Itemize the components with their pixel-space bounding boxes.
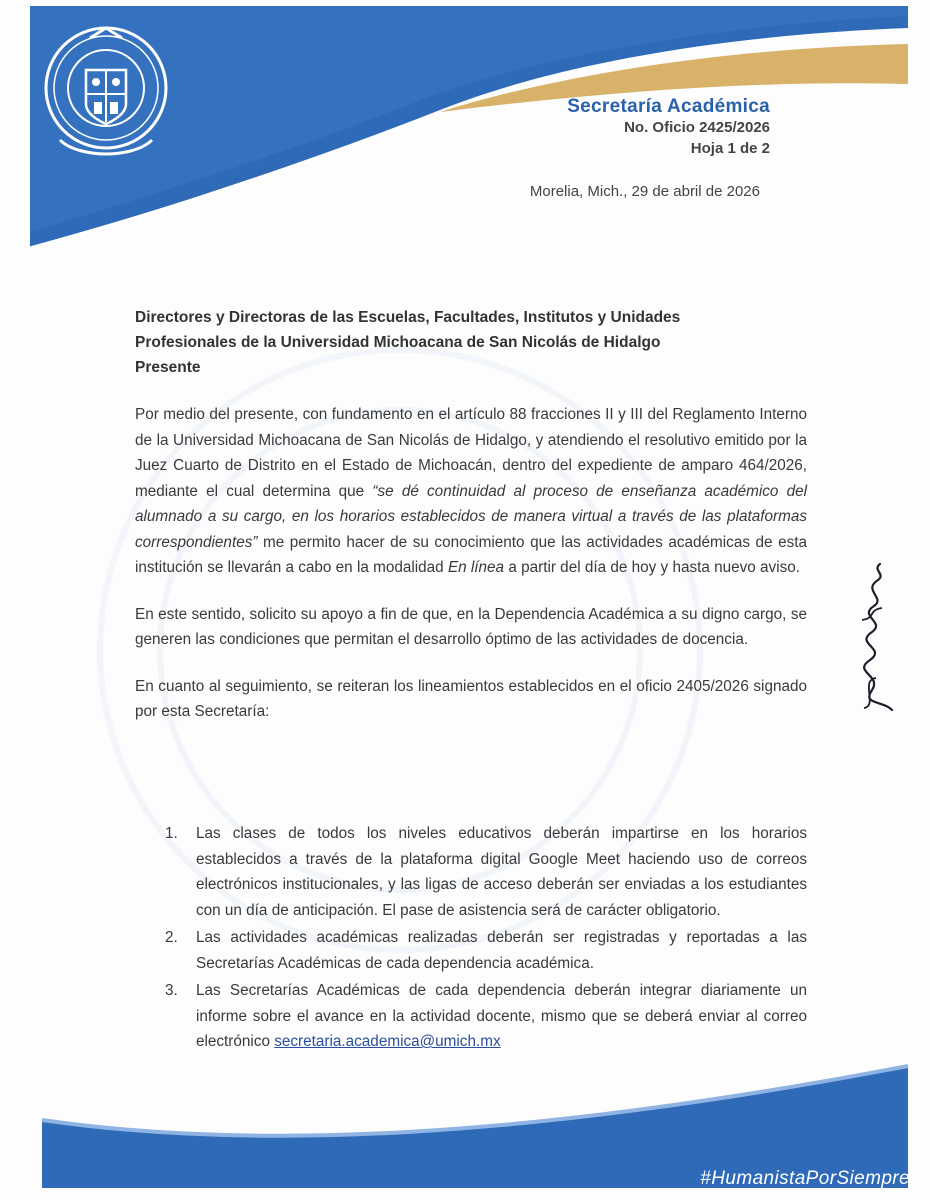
paragraph-text: me permito hacer de su conocimiento que las actividades académicas de esta institución se llevarán a cabo en la modalidad (135, 533, 807, 576)
letter-body (135, 402, 807, 746)
court-quote: “se dé continuidad al proceso de enseñanza académico del alumnado a su cargo, en los horarios establecidos de manera virtual a través de las plataformas correspondientes” (135, 482, 807, 551)
paragraph-text: a partir del día de hoy y hasta nuevo aviso. (504, 559, 800, 576)
list-number: 2. (165, 929, 178, 946)
addressee-line: Directores y Directoras de las Escuelas, Facultades, Institutos y Unidades (135, 309, 681, 326)
paragraph-2: En este sentido, solicito su apoyo a fin de que, en la Dependencia Académica a su digno cargo, se generen las condiciones que permitan el desarrollo óptimo de las actividades de docencia. (135, 605, 807, 648)
modality-term: En línea (447, 559, 505, 576)
date-line: Morelia, Mich., 29 de abril de 2026 (529, 183, 760, 200)
sheet-number: Hoja 1 de 2 (690, 140, 770, 157)
list-number: 3. (165, 982, 178, 999)
paragraph-text: Por medio del presente, con fundamento en el artículo 88 fracciones II y III del Reglamento Interno de la Universidad Michoacana de San Nicolás de Hidalgo, y atendiendo el resolutivo emitido por la Juez Cuarto de Distrito en el Estado de Michoacán, dentro del expediente de amparo 464/2026, mediante el cual determina que (135, 406, 807, 500)
addressee-presente: Presente (135, 359, 201, 376)
list-item (165, 978, 807, 1055)
university-seal-logo (40, 22, 172, 158)
list-text: Las actividades académicas realizadas deberán ser registradas y reportadas a las Secretarías Académicas de cada dependencia académica. (196, 929, 807, 972)
guidelines-list (165, 821, 807, 1057)
paragraph-3: En cuanto al seguimiento, se reiteran los lineamientos establecidos en el oficio 2405/2026 signado por esta Secretaría: (135, 677, 807, 720)
email-link[interactable]: secretaria.academica@umich.mx (274, 1033, 501, 1050)
oficio-number: No. Oficio 2425/2026 (624, 119, 770, 136)
list-item (165, 925, 807, 976)
list-number: 1. (165, 825, 178, 842)
list-text: Las Secretarías Académicas de cada dependencia deberán integrar diariamente un informe sobre el avance en la actividad docente, mismo que se deberá enviar al correo electrónico (196, 982, 807, 1050)
office-name: Secretaría Académica (567, 96, 770, 117)
handwritten-signature (842, 560, 902, 720)
list-text: Las clases de todos los niveles educativos deberán impartirse en los horarios establecidos a través de la plataforma digital Google Meet haciendo uso de correos electrónicos institucionales, y las ligas de acceso deberán ser enviadas a los estudiantes con un día de anticipación. El pase de asistencia será de carácter obligatorio. (196, 825, 807, 919)
addressee-line: Profesionales de la Universidad Michoacana de San Nicolás de Hidalgo (135, 334, 661, 351)
footer-hashtag: #HumanistaPorSiempre (700, 1168, 910, 1189)
paragraph-1 (135, 402, 807, 581)
addressee-block (135, 305, 775, 380)
list-item (165, 821, 807, 923)
letter-header (567, 96, 770, 159)
